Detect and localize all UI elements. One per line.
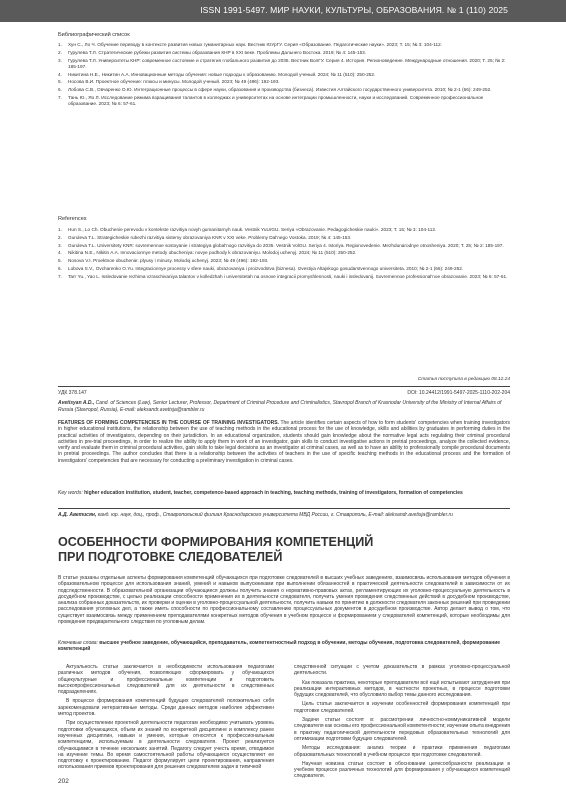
author-en-affiliation: Cand. of Sciences (Law), Senior Lecturer, Professor, Department of Criminal Procedure and Criminalistics, Stavropol Branch of Krasnodar University of the Ministry of Internal Affairs of Russia (Stavropol, Russia), E-mail: aleksandr.avetisja@rambler.ru — [58, 400, 502, 413]
reference-number: 6. — [58, 265, 62, 271]
author-ru-affiliation: канд. юр. наук, доц., проф., Ставропольский филиал Краснодарского университета МВД России, г. Ставрополь, E-mail: aleksandr.avetisja@rambler.ru — [96, 512, 453, 518]
reference-text: Hun S., Lo Ch. Obuchenie perevodu v kontekste razvitiya novyh gumanitarnyh nauk. Vestnik YuUrGU. Seriya «Obrazovanie. Pedagogicheskie nauki». 2023; T. 15; № 3: 104-112. — [68, 227, 437, 232]
reference-text: Гурулева Т.Л. Стратегические рубежи развития системы образования КНР в XXI веке. Проблемы Дальнего Востока. 2019; № 4: 145-153. — [68, 49, 367, 55]
udk-code: УДК 378.147 — [58, 390, 87, 396]
reference-text: Гурулева Т.Л. Университеты КНР: современное состояние и стратегия глобального развития до 2035. Вестник ВолГУ. Серия 4. История. Регионоведение. Международные отношения. 2020; Т. 25; № 2: 185-197. — [68, 57, 506, 69]
body-column-right — [294, 664, 510, 783]
reference-item — [58, 274, 510, 280]
keywords-ru-label: Ключевые слова: — [58, 640, 98, 646]
keywords-ru-text: высшее учебное заведение, обучающийся, преподаватель, компетентностный подход в обучении, методы обучения, подготовка следователей, формирование компетенций — [58, 640, 501, 653]
references-list — [58, 227, 510, 282]
reference-number: 5. — [58, 258, 62, 264]
references-title: References — [58, 216, 87, 222]
divider — [58, 508, 510, 509]
reference-number: 3. — [58, 242, 62, 248]
article-title-line2: ПРИ ПОДГОТОВКЕ СЛЕДОВАТЕЛЕЙ — [58, 550, 283, 564]
doi: DOI: 10.24412/1991-5497-2025-1110-202-204 — [407, 390, 510, 396]
biblio-list — [58, 42, 510, 109]
reference-number: 1. — [58, 42, 62, 47]
author-en-name: Avetisyan A.D., — [58, 400, 95, 406]
reference-text: Guruleva T.L. Universitety KNR: sovremennoe sostoyanie i strategiya global'nogo razvitiya do 2035. Vestnik VolGU. Seriya 4. Istoriya. Regionovedenie. Mezhdunarodnye otnosheniya. 2020; T. 25; № 2: 185-197. — [68, 242, 504, 248]
body-paragraph: Актуальность статьи заключается в необходимости использования педагогами различных методов обучения, позволяющих сформировать у обучающихся общекультурные и профессиональные компетенции и подготовить высокопрофессиональных следователей для их деятельности в следственных подразделениях. — [58, 664, 274, 696]
reference-text: Nikitina N.E., Nikitin A.A. Innovacionnye metody obucheniya: novye podhody k obrazovaniyu. Molodoj uchenyj. 2024; № 11 (510): 250-252. — [68, 250, 357, 256]
journal-header-text: ISSN 1991-5497. МИР НАУКИ, КУЛЬТУРЫ, ОБРАЗОВАНИЯ. № 1 (110) 2025 — [200, 5, 508, 15]
reference-text: Хун С., Ло Ч. Обучение переводу в контексте развития новых гуманитарных наук. Вестник ЮУрГУ. Серия «Образование. Педагогические науки». 2023; Т. 15; № 3: 104-112. — [68, 42, 443, 47]
body-paragraph: Методы исследования: анализ теории и практики применения педагогами образовательных технологий в учебном процессе при подготовке следователей. — [294, 745, 510, 758]
body-column-left — [58, 664, 274, 774]
reference-item — [58, 227, 510, 233]
body-paragraph: Как показала практика, некоторые преподаватели всё ещё испытывают затруднения при реализации интерактивных методов, в частности проектных, в процессе подготовки будущих следователей, что обусловило выбор темы данного исследования. — [294, 679, 510, 699]
reference-number: 7. — [58, 273, 62, 279]
author-ru-name: А.Д. Аветисян, — [58, 512, 97, 518]
reference-item — [58, 58, 510, 70]
reference-number: 1. — [58, 227, 62, 232]
reference-item — [58, 42, 510, 48]
body-paragraph: Научная новизна статьи состоит в обосновании целесообразности реализации в учебном процессе различных технологий для формирования у обучающихся компетенций следователя. — [294, 760, 510, 780]
reference-text: Никитина Н.Е., Никитин А.А. Инновационные методы обучения: новые подходы к образованию. Молодой ученый. 2024; № 11 (510): 250-252. — [68, 71, 376, 77]
article-title-line1: ОСОБЕННОСТИ ФОРМИРОВАНИЯ КОМПЕТЕНЦИЙ — [58, 535, 374, 549]
reference-text: Носова В.И. Проектное обучение: плюсы и минусы. Молодой ученый. 2023; № 49 (496): 192-193. — [68, 79, 280, 85]
reference-number: 4. — [58, 250, 62, 256]
reference-item — [58, 235, 510, 241]
reference-number: 2. — [58, 49, 62, 55]
author-en — [58, 400, 510, 413]
reference-number: 2. — [58, 234, 62, 240]
reference-text: Guruleva T.L. Strategicheskie rubezhi razvitiya sistemy obrazovaniya KNR v XXI veke. Problemy Dal'nego Vostoka. 2019; № 4: 145-153. — [68, 234, 352, 240]
keywords-en-label: Key words: — [58, 490, 83, 496]
reference-text: Lobova S.V., Ovcharenko O.Yu. Integracionnye processy v sfere nauki, obrazovaniya i proizvodstva (biznesa). Izvestiya Altajskogo gosudarstvennogo universiteta. 2010; № 2-1 (66): 249-252. — [68, 265, 464, 271]
keywords-en-text: higher education institution, student, teacher, competence-based approach in teaching, teaching methods, training of investigators, formation of competencies — [82, 490, 463, 496]
reference-item — [58, 87, 510, 93]
body-paragraph: Цель статьи заключается в изучении особенностей формирования компетенций при подготовке следователей. — [294, 701, 510, 714]
reference-item — [58, 258, 510, 264]
abstract-en-title: FEATURES OF FORMING COMPETENCIES IN THE COURSE OF TRAINING INVESTIGATORS. — [58, 420, 279, 426]
author-ru — [58, 512, 510, 519]
reference-item — [58, 50, 510, 56]
reference-text: Лобова С.В., Овчаренко О.Ю. Интеграционные процессы в сфере науки, образования и производства (бизнеса). Известия Алтайского государственного университета. 2010; № 2-1 (66): 249-252. — [68, 87, 492, 93]
biblio-title: Библиографический список — [58, 32, 130, 38]
reference-number: 5. — [58, 79, 62, 85]
body-paragraph: В процессе формирования компетенций будущих следователей положительно себя зарекомендовали интерактивные методы. Среди данных методов наиболее эффективен метод проектов. — [58, 698, 274, 718]
reference-item — [58, 72, 510, 78]
reference-number: 3. — [58, 57, 62, 63]
keywords-ru — [58, 640, 510, 653]
received-date: Статья поступила в редакцию 08.12.24 — [417, 377, 510, 382]
reference-item — [58, 266, 510, 272]
reference-text: Nosova V.I. Proektnoe obuchenie: plyusy i minusy. Molodoj uchenyj. 2023; № 49 (496): 192-193. — [68, 258, 269, 264]
journal-header — [0, 0, 566, 22]
reference-number: 7. — [58, 94, 62, 100]
reference-item — [58, 243, 510, 249]
reference-item — [58, 250, 510, 256]
body-paragraph: Задачи статьи состоят в: рассмотрении личностно-коммуникативной модели следователя как основы его профессиональной компетентности; изучении опыта внедрения в практику педагогической деятельности передовых образовательных технологий для оптимизации подготовки будущих следователей. — [294, 717, 510, 742]
reference-number: 6. — [58, 87, 62, 93]
reference-item — [58, 79, 510, 85]
body-paragraph: При осуществлении проектной деятельности педагогам необходимо учитывать уровень подготовки обучающихся, объем их знаний по конкретной дисциплине и комплексу ранее изученных дисциплин, навыки и умения, которые относятся к профессиональным компетенциям, используемым в деятельности следователя. Проект реализуется обучающимися в течение нескольких занятий. Педагогу следует учесть время, отводимое на изучение темы. Во время самостоятельной работы обучающиеся осуществляют ее подготовку к проектированию. Педагог формулирует цели проектирования, направления использования приемов проектирования для решения следователем задач в типичной — [58, 720, 274, 771]
abstract-en-text: The article identifies certain aspects of how to form students' competencies when training investigators in higher educational institutions, the relationship between the use of teaching methods in the educational process for the use of knowledge, skills and abilities by graduates in performing duties in the practical activities of investigators, depending on their jurisdiction. In an educational organization, students should gain knowledge about the normative legal acts regulating their criminal procedural activities in pre-trial proceedings, in order to realize the ability to apply them in work of an investigator, gain skills to conduct investigative actions in pretrial proceedings, analyze the collected evidence, verify and evaluate them in criminal procedural activities, gain skills to take legal decisions as an investigator at criminal cases, as well as to have an ability to professionally compile procedural documents in pretrial proceedings. The author concludes that there is a relationship between the activities of teachers in the use of specific teaching methods in the educational process and the formation of investigators' competencies that are necessary for conducting a preliminary investigation in criminal cases. — [58, 420, 510, 464]
body-paragraph: следственной ситуации с учетом доказательств в рамках уголовно-процессуальной деятельности. — [294, 664, 510, 677]
page-number: 202 — [58, 778, 69, 785]
abstract-en — [58, 420, 510, 464]
divider — [58, 386, 510, 387]
reference-text: Тань Ю., Яо Л. Исследование режима взращивания талантов в колледжах и университетах на основе интеграции промышленности, науки и исследований. Современное профессиональное образование. 2023; № 6: 57-61. — [68, 94, 484, 107]
reference-number: 4. — [58, 71, 62, 77]
abstract-ru: В статье указаны отдельные аспекты формирования компетенций обучающихся при подготовке следователей в высших учебных заведениях, взаимосвязь использования методов обучения в образовательном процессе для использования знаний, умений и навыков выпускниками при выполнении обязанностей в практической деятельности следователей в зависимости от их подследственности. В образовательной организации обучающиеся должны получить знания о нормативно-правовых актах, регламентирующих их уголовно-процессуальную деятельность в досудебном производстве, с целью реализации способности применения их в деятельности следователя, получить умения проведения следственных действий в досудебном производстве, анализа собранных доказательств, их проверки и оценки в уголовно-процессуальной деятельности, получить навыки по принятию в должности следователя законных решений при проведении расследования уголовных дел, а также иметь способности по профессиональному составлению процессуальных документов в досудебном производстве. Автор делает вывод о том, что существует взаимосвязь между применением преподавателями конкретных методов обучения в учебном процессе и формированием у следователей компетенций, которые необходимы для проведения предварительного следствия по уголовным делам. — [58, 575, 510, 626]
article-title — [58, 535, 510, 565]
keywords-en — [58, 490, 510, 496]
reference-item — [58, 95, 510, 107]
reference-text: Tan' Yu., Yao L. Issledovanie rezhima vzraschivaniya talantov v kolledzhah i universitetah na osnove integracii promyshlennosti, nauki i issledovanij. Sovremennoe professional'noe obrazovanie. 2023; № 6: 57-61. — [68, 273, 508, 279]
